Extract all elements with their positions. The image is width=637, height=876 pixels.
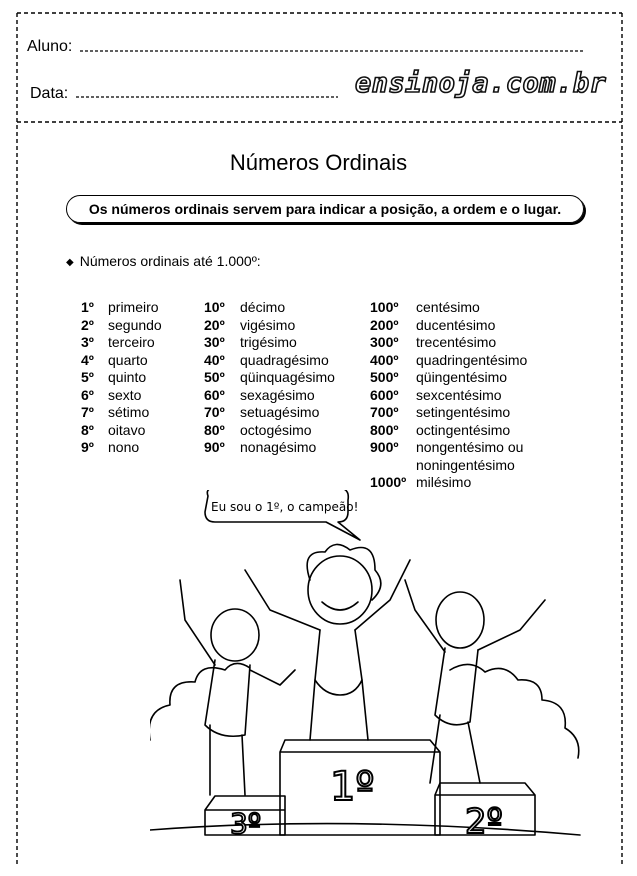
winner-head xyxy=(308,556,372,624)
podium-illustration xyxy=(150,490,590,850)
subtitle: Números ordinais até 1.000º: xyxy=(79,253,261,269)
second-head xyxy=(436,592,484,648)
data-label: Data: xyxy=(30,85,69,102)
page-title: Números Ordinais xyxy=(229,150,408,175)
podium-second-label: 2º xyxy=(465,802,503,842)
speech-bubble xyxy=(205,490,360,540)
subtitle-line xyxy=(66,253,261,269)
diamond-bullet-icon: ◆ xyxy=(66,256,74,268)
aluno-label: Aluno: xyxy=(27,38,73,55)
speech-text: Eu sou o 1º, o campeão! xyxy=(211,500,359,514)
site-logo: ensinoja.com.br xyxy=(355,68,607,99)
definition-box: Os números ordinais servem para indicar a posição, a ordem e o lugar. xyxy=(66,195,584,223)
ground xyxy=(150,824,580,835)
podium-first-label: 1º xyxy=(330,764,375,810)
third-head xyxy=(211,609,259,661)
podium-third-label: 3º xyxy=(230,807,262,840)
